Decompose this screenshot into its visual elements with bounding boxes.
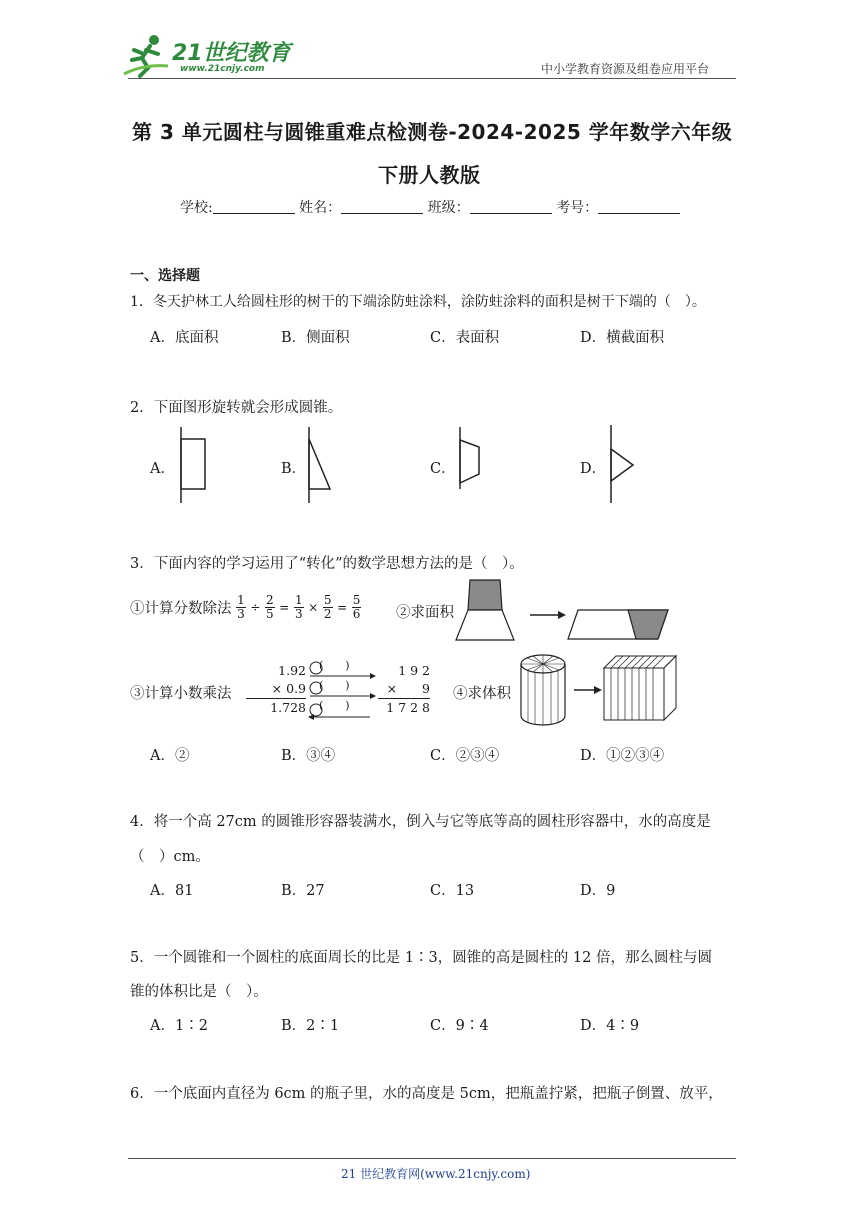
school-field[interactable] — [213, 200, 295, 214]
question-5-stem-line1: 5．一个圆锥和一个圆柱的底面周长的比是 1∶3，圆锥的高是圆柱的 12 倍，那么圆柱与圆 — [130, 950, 712, 966]
mult-middle: ( ) ( ) ( ) — [319, 659, 350, 712]
q3-item-1: ①计算分数除法 $\frac{1}{3}$ ÷ $\frac{2}{5}$ = $\frac{1}{3}$ × $\frac{5}{2}$ = $\frac{5}{6}$ — [130, 593, 361, 621]
question-1-stem: 1．冬天护林工人给圆柱形的树干的下端涂防蛀涂料，涂防蛀涂料的面积是树干下端的（ ）。 — [130, 294, 706, 310]
cylinder-to-cuboid-figure — [518, 652, 688, 732]
q3-item-3-label: ③计算小数乘法 — [130, 686, 232, 702]
q2-option-a[interactable]: A． — [150, 461, 175, 477]
q1-option-b[interactable]: B．侧面积 — [281, 330, 350, 346]
q4-option-d[interactable]: D．9 — [580, 883, 616, 899]
page-title-line1: 第 3 单元圆柱与圆锥重难点检测卷-2024-2025 学年数学六年级 — [132, 120, 733, 144]
q2-figure-d-triangle — [606, 425, 646, 505]
logo-url: www.21cnjy.com — [180, 64, 265, 74]
fraction-e: $\frac{5}{6}$ — [352, 593, 361, 621]
question-6-stem-line1: 6．一个底面内直径为 6cm 的瓶子里，水的高度是 5cm，把瓶盖拧紧，把瓶子倒置、放平， — [130, 1086, 723, 1102]
footer-divider — [128, 1158, 736, 1159]
mult-left: 1.92 × 0.9 1.728 — [246, 662, 306, 717]
fraction-a: $\frac{1}{3}$ — [237, 593, 245, 621]
question-2-stem: 2．下面图形旋转就会形成圆锥。 — [130, 400, 343, 416]
q3-option-b[interactable]: B．③④ — [281, 748, 336, 764]
q2-option-c[interactable]: C． — [430, 461, 456, 477]
q2-figure-b-right-triangle — [304, 427, 344, 507]
q5-option-d[interactable]: D．4∶9 — [580, 1018, 640, 1034]
q2-figure-a-rectangle — [176, 427, 216, 507]
logo-text: 21世纪教育 — [172, 41, 291, 66]
footer-text[interactable]: 21 世纪教育网(www.21cnjy.com) — [341, 1167, 531, 1181]
q2-figure-c-trapezoid — [455, 427, 495, 507]
q2-option-d[interactable]: D． — [580, 461, 607, 477]
q4-option-a[interactable]: A．81 — [150, 883, 194, 899]
page-title-line2: 下册人教版 — [378, 163, 481, 187]
q3-item-2-label: ②求面积 — [396, 605, 454, 621]
runner-logo-icon — [124, 34, 170, 76]
name-label: 姓名： — [299, 200, 342, 216]
exam-no-field[interactable] — [598, 200, 680, 214]
fraction-d: $\frac{5}{2}$ — [323, 593, 332, 621]
q3-option-c[interactable]: C．②③④ — [430, 748, 500, 764]
fraction-c: $\frac{1}{3}$ — [294, 593, 303, 621]
q3-item-4-label: ④求体积 — [453, 686, 511, 702]
school-label: 学校: — [180, 200, 213, 216]
q2-option-b[interactable]: B． — [281, 461, 307, 477]
info-line — [180, 197, 680, 217]
q3-option-a[interactable]: A．② — [150, 748, 190, 764]
mult-right: 1 9 2 × 9 1 7 2 8 — [378, 662, 430, 717]
q1-option-c[interactable]: C．表面积 — [430, 330, 500, 346]
q4-option-c[interactable]: C．13 — [430, 883, 475, 899]
header-divider — [128, 78, 736, 79]
question-4-stem-line2: （ ）cm。 — [130, 849, 210, 865]
exam-no-label: 考号： — [556, 200, 599, 216]
q1-option-d[interactable]: D．横截面积 — [580, 330, 665, 346]
class-field[interactable] — [470, 200, 552, 214]
q5-option-a[interactable]: A．1∶2 — [150, 1018, 208, 1034]
trapezoid-to-parallelogram-figure — [456, 578, 696, 648]
logo — [124, 34, 294, 80]
fraction-b: $\frac{2}{5}$ — [266, 593, 274, 621]
question-4-stem-line1: 4．将一个高 27cm 的圆锥形容器装满水，倒入与它等底等高的圆柱形容器中，水的高度是 — [130, 814, 711, 830]
question-3-stem: 3．下面内容的学习运用了“转化”的数学思想方法的是（ ）。 — [130, 556, 524, 572]
q4-option-b[interactable]: B．27 — [281, 883, 325, 899]
question-5-stem-line2: 锥的体积比是（ ）。 — [130, 984, 268, 1000]
class-label: 班级： — [427, 200, 470, 216]
header-right-text: 中小学教育资源及组卷应用平台 — [541, 62, 710, 76]
section-heading: 一、选择题 — [130, 268, 200, 284]
q5-option-c[interactable]: C．9∶4 — [430, 1018, 489, 1034]
q5-option-b[interactable]: B．2∶1 — [281, 1018, 340, 1034]
q3-option-d[interactable]: D．①②③④ — [580, 748, 665, 764]
q3-item-1-label: ①计算分数除法 — [130, 601, 232, 617]
name-field[interactable] — [341, 200, 423, 214]
q1-option-a[interactable]: A．底面积 — [150, 330, 219, 346]
